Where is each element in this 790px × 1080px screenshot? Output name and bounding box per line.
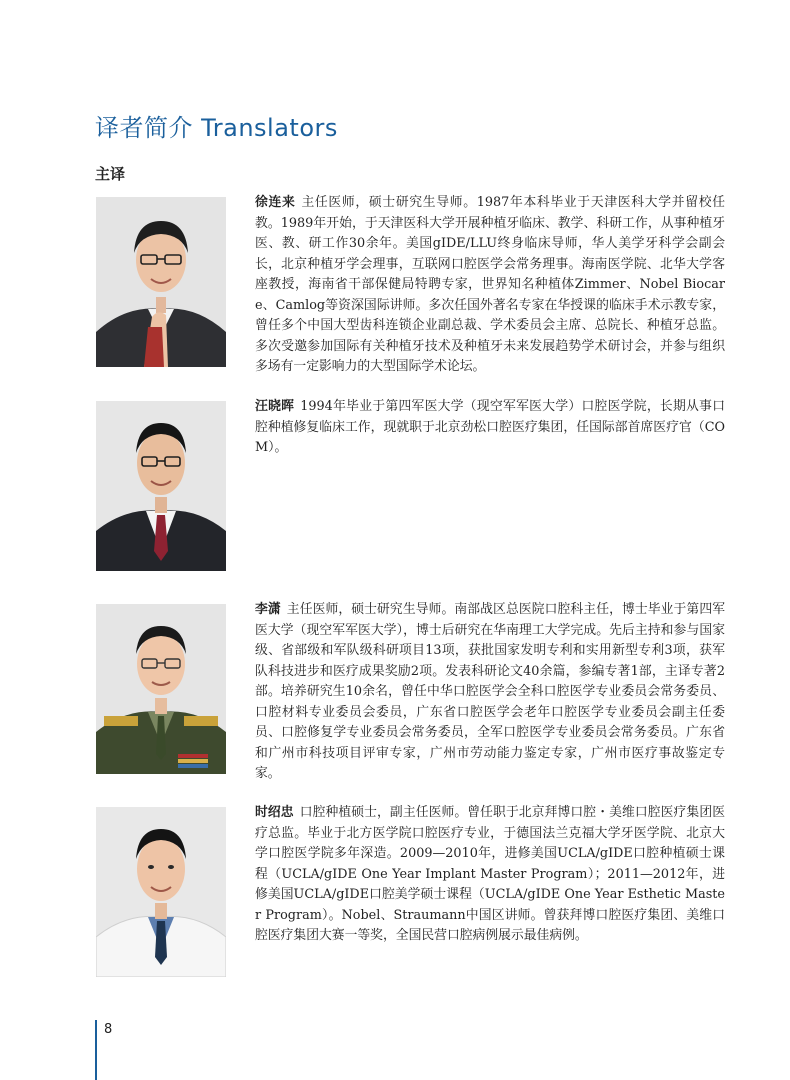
section-label: 主译 <box>95 165 126 183</box>
translator-name: 徐连来 <box>255 195 296 210</box>
translator-photo <box>96 197 226 367</box>
translator-photo <box>96 401 226 571</box>
translator-bio-text: 主任医师，硕士研究生导师。1987年本科毕业于天津医科大学并留校任教。1989年开始，于天津医科大学开展种植牙临床、教学、科研工作，从事种植牙医、教、研工作30余年。美国gIDE/LLU终身临床导师，华人美学牙科学会副会长，北京种植牙学会理事，互联网口腔医学会常务理事。海南医学院、北华大学客座教授，海南省干部保健局特聘专家，世界知名种植体Zimmer、Nobel Biocare、Camlog等资深国际讲师。多次任国外著名专家在华授课的临床手术示教专家，曾任多个中国大型齿科连锁企业副总裁、学术委员会主席、总院长、种植牙总监。多次受邀参加国际有关种植牙技术及种植牙未来发展趋势学术研讨会，并参与组织多场有一定影响力的大型国际学术论坛。 <box>255 195 725 374</box>
page-title: 译者简介 Translators <box>95 114 338 142</box>
translator-bio <box>255 397 725 459</box>
page-number: 8 <box>104 1022 113 1037</box>
translator-bio <box>255 193 725 378</box>
portrait-image <box>96 807 226 977</box>
translator-bio <box>255 803 725 947</box>
translator-bio <box>255 600 725 785</box>
translator-name: 李潇 <box>255 602 281 617</box>
footer-rule <box>95 1020 97 1080</box>
translator-bio-text: 主任医师，硕士研究生导师。南部战区总医院口腔科主任，博士毕业于第四军医大学（现空军军医大学），博士后研究在华南理工大学完成。先后主持和参与国家级、省部级和军队级科研项目13项，获批国家发明专利和实用新型专利3项，获军队科技进步和医疗成果奖励2项。发表科研论文40余篇，参编专著1部，主译专著2部。培养研究生10余名，曾任中华口腔医学会全科口腔医学专业委员会常务委员、口腔材料专业委员会委员，广东省口腔医学会老年口腔医学专业委员会副主任委员、口腔修复学专业委员会常务委员，全军口腔医学专业委员会常务委员。广东省和广州市科技项目评审专家，广州市劳动能力鉴定专家，广州市医疗事故鉴定专家。 <box>255 602 726 781</box>
translator-bio-text: 口腔种植硕士，副主任医师。曾任职于北京拜博口腔・美维口腔医疗集团医疗总监。毕业于北方医学院口腔医疗专业，于德国法兰克福大学牙医学院、北京大学口腔医学院多年深造。2009—2010年，进修美国UCLA/gIDE口腔种植硕士课程（UCLA/gIDE One Year Implant Master Program）；2011—2012年，进修美国UCLA/gIDE口腔美学硕士课程（UCLA/gIDE One Year Esthetic Master Program）。Nobel、Straumann中国区讲师。曾获拜博口腔医疗集团、美维口腔医疗集团大赛一等奖，全国民营口腔病例展示最佳病例。 <box>255 805 726 943</box>
translator-photo <box>96 604 226 774</box>
translator-bio-text: 1994年毕业于第四军医大学（现空军军医大学）口腔医学院，长期从事口腔种植修复临床工作，现就职于北京劲松口腔医疗集团，任国际部首席医疗官（COM）。 <box>255 399 726 455</box>
portrait-image <box>96 604 226 774</box>
translator-name: 时绍忠 <box>255 805 294 820</box>
translator-name: 汪晓晖 <box>255 399 295 414</box>
portrait-image <box>96 197 226 367</box>
translator-photo <box>96 807 226 977</box>
portrait-image <box>96 401 226 571</box>
